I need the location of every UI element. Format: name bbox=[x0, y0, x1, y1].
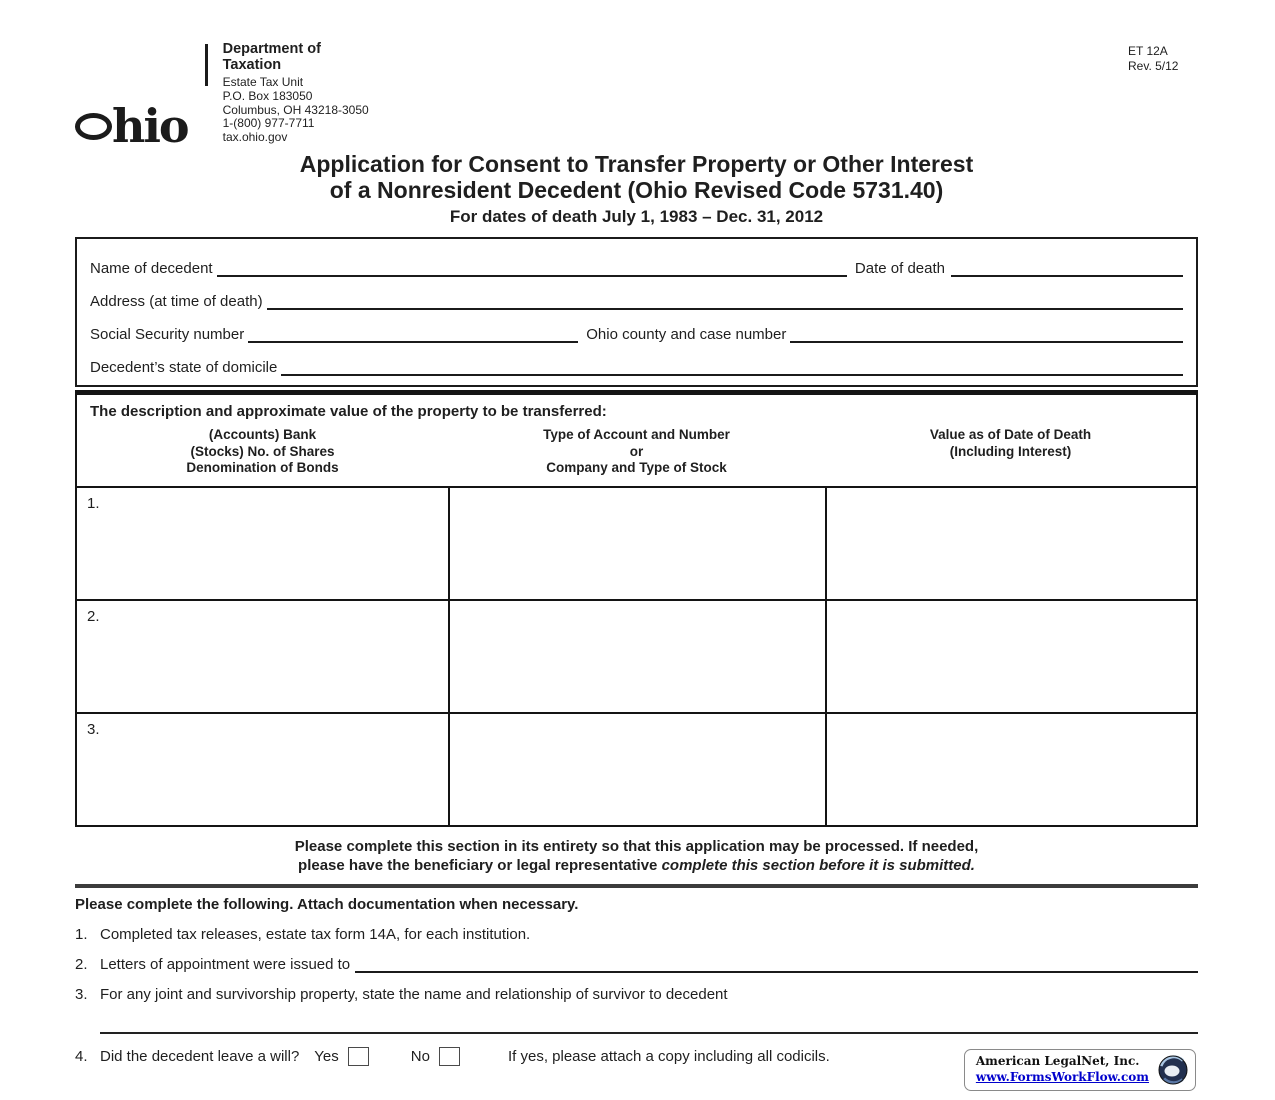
department-block bbox=[223, 42, 369, 145]
ssn-label: Social Security number bbox=[90, 326, 245, 344]
property-table-grid bbox=[77, 486, 1196, 825]
ohio-logo-o-icon bbox=[75, 113, 112, 140]
will-yes-checkbox[interactable] bbox=[348, 1047, 369, 1066]
property-row-3-description-cell[interactable] bbox=[77, 712, 448, 825]
instruction-item-1 bbox=[75, 926, 1198, 943]
form-title-line2: of a Nonresident Decedent (Ohio Revised Code 5731.40) bbox=[329, 176, 944, 203]
county-case-label: Ohio county and case number bbox=[586, 326, 787, 344]
department-name-line2: Taxation bbox=[222, 56, 282, 73]
county-case-line[interactable] bbox=[790, 332, 1183, 343]
property-table-heading: The description and approximate value of the property to be transferred: bbox=[90, 403, 607, 421]
decedent-address-row bbox=[90, 277, 1183, 310]
row-number: 3. bbox=[87, 720, 100, 738]
name-of-decedent-label: Name of decedent bbox=[90, 260, 213, 278]
item-text: Letters of appointment were issued to bbox=[100, 955, 351, 973]
double-rule-divider bbox=[75, 884, 1198, 888]
address-at-death-line[interactable] bbox=[267, 299, 1183, 310]
no-label: No bbox=[410, 1047, 430, 1065]
item-text: Did the decedent leave a will? bbox=[100, 1047, 300, 1065]
property-table-column-headers bbox=[77, 420, 1196, 485]
department-name-line1: Department of bbox=[222, 41, 321, 57]
item-number: 4. bbox=[75, 1047, 88, 1065]
item4-suffix-text: If yes, please attach a copy including all codicils. bbox=[507, 1047, 830, 1065]
row-number: 1. bbox=[87, 494, 100, 512]
item-text: For any joint and survivorship property, state the name and relationship of survivor to decedent bbox=[100, 985, 728, 1003]
instruction-item-3 bbox=[75, 986, 1198, 1003]
item-number: 2. bbox=[75, 955, 88, 973]
property-row-3-value-cell[interactable] bbox=[825, 712, 1196, 825]
property-row-3-account-cell[interactable] bbox=[448, 712, 825, 825]
address-pobox: P.O. Box 183050 bbox=[222, 88, 313, 103]
address-phone: 1-(800) 977-7711 bbox=[222, 116, 315, 131]
form-revision: Rev. 5/12 bbox=[1128, 59, 1179, 73]
decedent-name-row bbox=[90, 244, 1183, 277]
ohio-logo bbox=[75, 42, 188, 153]
column-header-account-type: Type of Account and Number or Company and Type of Stock bbox=[543, 427, 730, 476]
state-of-domicile-label: Decedent’s state of domicile bbox=[90, 359, 278, 377]
date-of-death-label: Date of death bbox=[854, 260, 945, 278]
item-number: 1. bbox=[75, 925, 88, 943]
decedent-domicile-row bbox=[90, 343, 1183, 376]
survivor-answer-line[interactable] bbox=[100, 1032, 1198, 1034]
name-of-decedent-line[interactable] bbox=[217, 266, 847, 277]
item-number: 3. bbox=[75, 985, 88, 1003]
property-row-1-account-cell[interactable] bbox=[448, 486, 825, 599]
page-header bbox=[75, 41, 1198, 153]
completion-note bbox=[75, 837, 1198, 876]
instructions-heading: Please complete the following. Attach documentation when necessary. bbox=[75, 895, 579, 913]
completion-note-line1: Please complete this section in its entirety so that this application may be processed. If needed, bbox=[294, 837, 979, 855]
badge-company-name: American LegalNet, Inc. bbox=[975, 1054, 1140, 1068]
property-row-1-description-cell[interactable] bbox=[77, 486, 448, 599]
property-row-1-value-cell[interactable] bbox=[825, 486, 1196, 599]
column-header-description: (Accounts) Bank (Stocks) No. of Shares Denomination of Bonds bbox=[186, 427, 339, 476]
ssn-line[interactable] bbox=[248, 332, 578, 343]
address-unit: Estate Tax Unit bbox=[222, 75, 304, 90]
yes-label: Yes bbox=[314, 1047, 339, 1065]
logo-divider bbox=[205, 44, 208, 86]
letters-of-appointment-line[interactable] bbox=[355, 962, 1198, 973]
address-at-death-label: Address (at time of death) bbox=[90, 293, 263, 311]
decedent-info-box bbox=[75, 237, 1198, 387]
address-city: Columbus, OH 43218-3050 bbox=[222, 102, 369, 117]
item-text: Completed tax releases, estate tax form 14A, for each institution. bbox=[100, 925, 531, 943]
decedent-ssn-row bbox=[90, 310, 1183, 343]
form-number: ET 12A bbox=[1128, 44, 1168, 58]
row-number: 2. bbox=[87, 607, 100, 625]
completion-note-line2: please have the beneficiary or legal representative complete this section before it is submitted. bbox=[298, 857, 975, 875]
state-of-domicile-line[interactable] bbox=[281, 365, 1183, 376]
date-of-death-line[interactable] bbox=[951, 266, 1183, 277]
form-title-dates: For dates of death July 1, 1983 – Dec. 31, 2012 bbox=[449, 207, 824, 227]
form-title-line1: Application for Consent to Transfer Property or Other Interest bbox=[299, 150, 974, 177]
form-meta bbox=[1128, 42, 1198, 74]
column-header-value: Value as of Date of Death (Including Interest) bbox=[929, 427, 1092, 459]
globe-icon bbox=[1158, 1055, 1188, 1085]
formsworkflow-link[interactable]: www.FormsWorkFlow.com bbox=[975, 1070, 1149, 1084]
ohio-logo-text: hio bbox=[112, 98, 188, 153]
will-no-checkbox[interactable] bbox=[439, 1047, 460, 1066]
property-row-2-value-cell[interactable] bbox=[825, 599, 1196, 712]
property-row-2-description-cell[interactable] bbox=[77, 599, 448, 712]
form-title-block bbox=[75, 151, 1198, 227]
address-website: tax.ohio.gov bbox=[222, 130, 288, 144]
property-row-2-account-cell[interactable] bbox=[448, 599, 825, 712]
property-table-section bbox=[75, 390, 1198, 826]
american-legalnet-badge bbox=[964, 1049, 1196, 1091]
instruction-item-2 bbox=[75, 956, 1198, 973]
